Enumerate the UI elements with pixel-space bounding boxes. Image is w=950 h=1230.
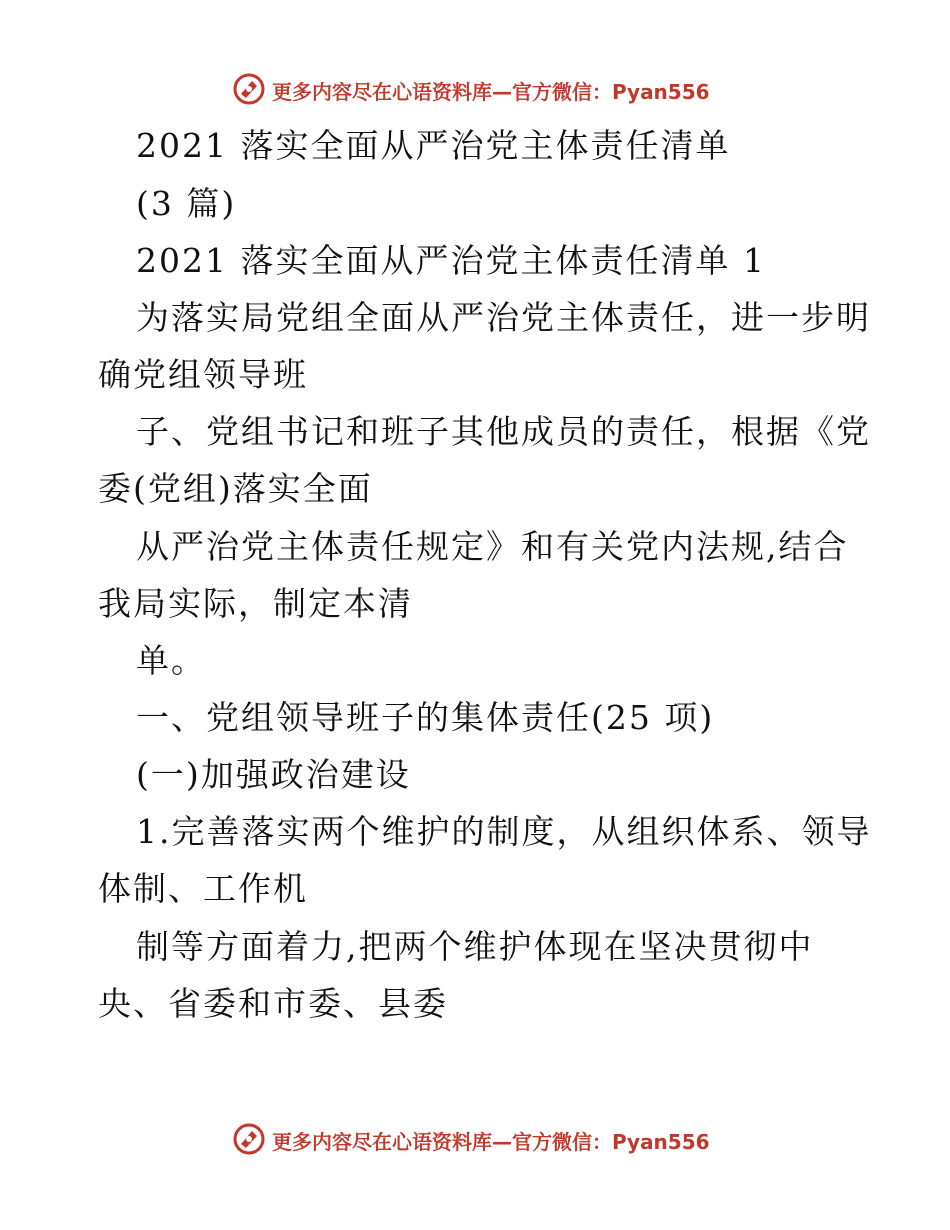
paragraph-line: 体制、工作机: [98, 869, 308, 908]
paragraph-line: 子、党组书记和班子其他成员的责任，根据《党: [136, 412, 871, 451]
paragraph-line: 确党组领导班: [98, 355, 308, 394]
paragraph-line: 央、省委和市委、县委: [98, 984, 448, 1023]
heading-line: 一、党组领导班子的集体责任(25 项): [136, 698, 715, 737]
document-title: 2021 落实全面从严治党主体责任清单: [136, 126, 731, 165]
watermark-text: 更多内容尽在心语资料库—官方微信：Pyan556: [272, 1130, 710, 1154]
paragraph-line: 为落实局党组全面从严治党主体责任，进一步明: [136, 298, 871, 337]
document-subtitle: (3 篇): [136, 184, 237, 223]
paragraph-line: 从严治党主体责任规定》和有关党内法规,结合: [136, 527, 849, 566]
watermark-text: 更多内容尽在心语资料库—官方微信：Pyan556: [272, 80, 710, 104]
subheading-line: (一)加强政治建设: [136, 755, 411, 794]
paragraph-line: 制等方面着力,把两个维护体现在坚决贯彻中: [136, 927, 814, 966]
logo-icon: [232, 72, 266, 106]
paragraph-line: 委(党组)落实全面: [98, 469, 373, 508]
section-title: 2021 落实全面从严治党主体责任清单 1: [136, 241, 766, 280]
watermark-banner-bottom: [0, 1120, 950, 1160]
watermark-banner-top: [0, 70, 950, 110]
paragraph-line: 我局实际，制定本清: [98, 584, 413, 623]
paragraph-line: 单。: [136, 641, 206, 680]
paragraph-line: 1.完善落实两个维护的制度，从组织体系、领导: [136, 812, 872, 851]
logo-icon: [232, 1122, 266, 1156]
